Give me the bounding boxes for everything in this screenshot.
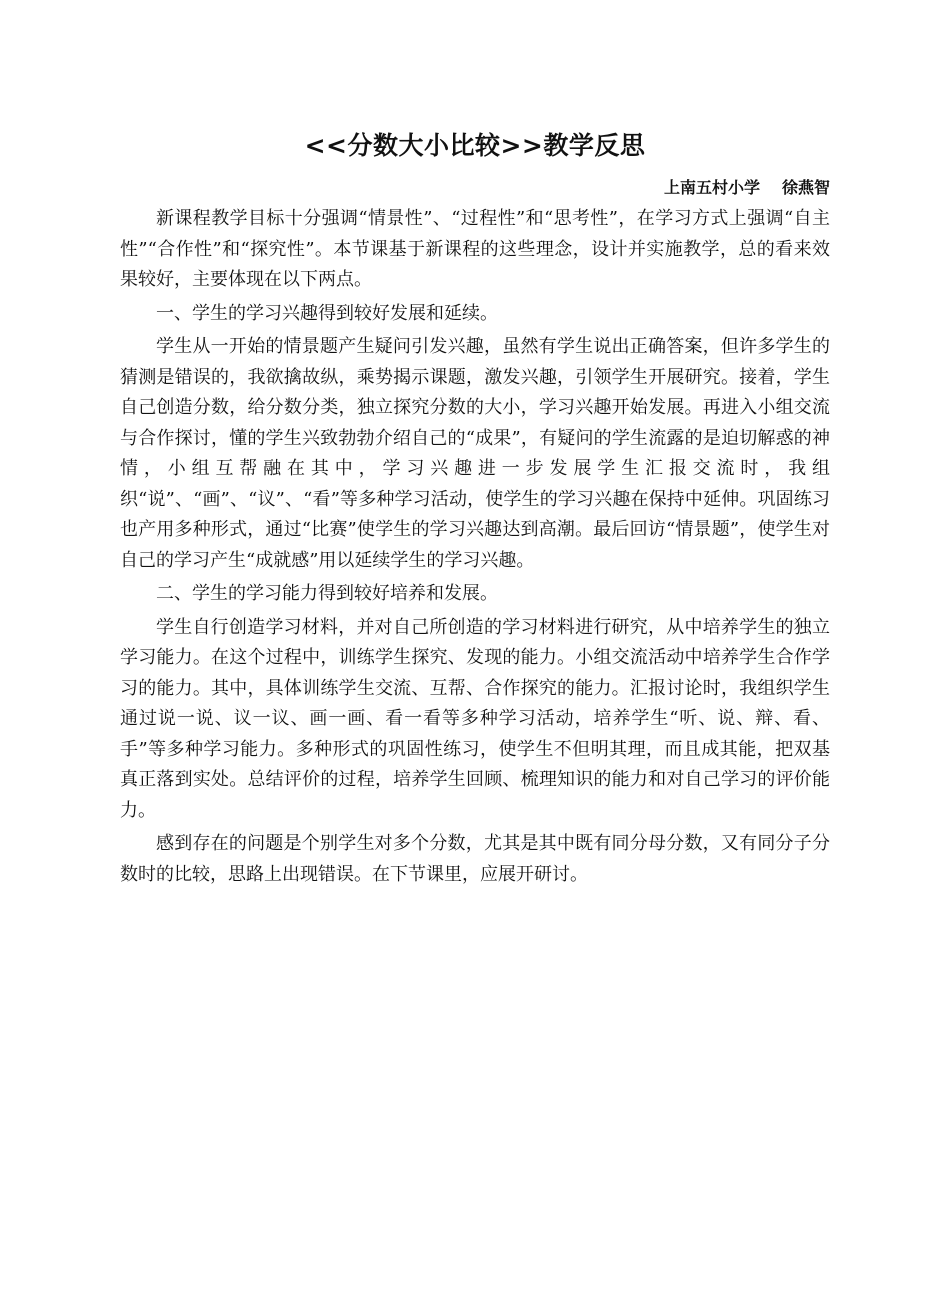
section-heading-ability: 二、学生的学习能力得到较好培养和发展。 [156, 583, 498, 604]
paragraph-interest: 学生从一开始的情景题产生疑问引发兴趣，虽然有学生说出正确答案，但许多学生的猜测是错误的，我欲擒故纵，乘势揭示课题，激发兴趣，引领学生开展研究。接着，学生自己创造分数，给分数分类，独立探究分数的大小，学习兴趣开始发展。再进入小组交流与合作探讨，懂的学生兴致勃勃介绍自己的“成果”，有疑问的学生流露的是迫切解惑的神情，小组互帮融在其中，学习兴趣进一步发展学生汇报交流时，我组织“说”、“画”、“议”、“看”等多种学习活动，使学生的学习兴趣在保持中延伸。巩固练习也产用多种形式，通过“比赛”使学生的学习兴趣达到高潮。最后回访“情景题”，使学生对自己的学习产生“成就感”用以延续学生的学习兴趣。 [120, 336, 830, 571]
school-name: 上南五村小学 [663, 178, 760, 197]
section-heading-interest: 一、学生的学习兴趣得到较好发展和延续。 [156, 302, 498, 324]
paragraph-problems: 感到存在的问题是个别学生对多个分数，尤其是其中既有同分母分数，又有同分子分数时的比较，思路上出现错误。在下节课里，应展开研讨。 [120, 833, 830, 885]
document-page [120, 128, 830, 893]
byline [120, 176, 830, 200]
paragraph-intro: 新课程教学目标十分强调“情景性”、“过程性”和“思考性”，在学习方式上强调“自主性”“合作性”和“探究性”。本节课基于新课程的这些理念，设计并实施教学，总的看来效果较好，主要体现在以下两点。 [120, 208, 830, 290]
author-name: 徐燕智 [781, 178, 830, 197]
paragraph-ability: 学生自行创造学习材料，并对自己所创造的学习材料进行研究，从中培养学生的独立学习能力。在这个过程中，训练学生探究、发现的能力。小组交流活动中培养学生合作学习的能力。其中，具体训练学生交流、互帮、合作探究的能力。汇报讨论时，我组织学生通过说一说、议一议、画一画、看一看等多种学习活动，培养学生“听、说、辩、看、手”等多种学习能力。多种形式的巩固性练习，使学生不但明其理，而且成其能，把双基真正落到实处。总结评价的过程，培养学生回顾、梳理知识的能力和对自己学习的评价能力。 [120, 616, 830, 821]
document-title: <<分数大小比较>>教学反思 [304, 131, 646, 160]
